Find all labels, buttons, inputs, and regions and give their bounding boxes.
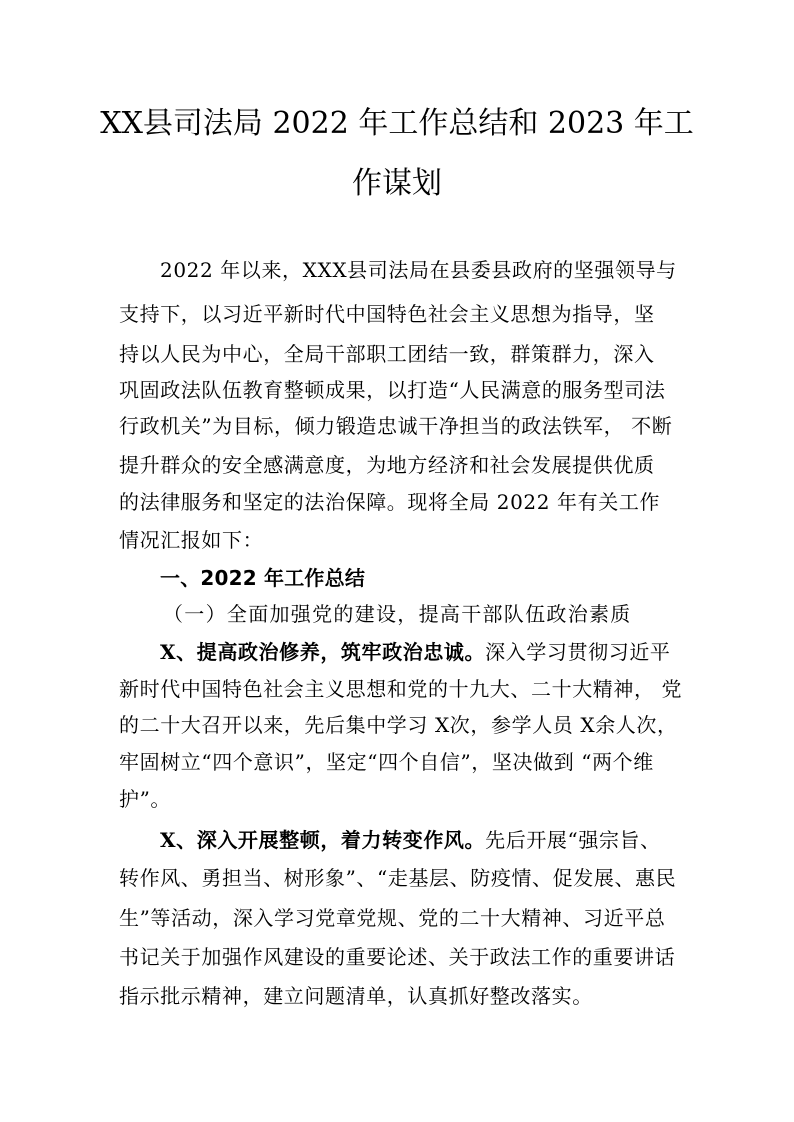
intro-line-2: 支持下，以习近平新时代中国特色社会主义思想为指导，坚 (119, 302, 655, 326)
intro-line-3: 持以人民为中心，全局干部职工团结一致，群策群力，深入 (119, 342, 655, 366)
para1-line-3: 的二十大召开以来，先后集中学习 X次，参学人员 X余人次， (119, 713, 678, 737)
para1-line-4: 牢固树立“四个意识”，坚定“四个自信”，坚决做到 “两个维 (119, 750, 654, 774)
para1-first-rest: 深入学习贯彻习近平 (485, 640, 671, 664)
document-title-line-2: 作谋划 (352, 166, 442, 201)
intro-line-8: 情况汇报如下： (119, 528, 264, 552)
intro-line-6: 提升群众的安全感满意度，为地方经济和社会发展提供优质 (119, 453, 655, 477)
para2-bold-lead: X、深入开展整顿，着力转变作风。 (160, 828, 486, 852)
para1-bold-lead: X、提高政治修养，筑牢政治忠诚。 (160, 640, 486, 664)
section-heading: 一、2022 年工作总结 (160, 566, 366, 590)
intro-line-1: 2022 年以来，XXX县司法局在县委县政府的坚强领导与 (160, 258, 677, 282)
subsection-heading: （一）全面加强党的建设，提高干部队伍政治素质 (163, 602, 632, 626)
para1-line-5: 护”。 (119, 787, 172, 811)
intro-line-5: 行政机关”为目标，倾力锻造忠诚干净担当的政法铁军， 不断 (119, 414, 673, 438)
para2-line-2: 转作风、勇担当、树形象”、“走基层、防疫情、促发展、惠民 (119, 866, 677, 890)
intro-line-7: 的法律服务和坚定的法治保障。现将全局 2022 年有关工作 (119, 490, 661, 514)
document-title-line-1: XX县司法局 2022 年工作总结和 2023 年工 (100, 106, 694, 141)
para2-line-4: 书记关于加强作风建设的重要论述、关于政法工作的重要讲话 (119, 945, 676, 969)
para1-line-2: 新时代中国特色社会主义思想和党的十九大、二十大精神， 党 (119, 677, 683, 701)
para2-line-1 (160, 826, 690, 854)
para1-line-1 (160, 638, 690, 666)
intro-line-4: 巩固政法队伍教育整顿成果，以打造“人民满意的服务型司法 (119, 378, 666, 402)
para2-line-5: 指示批示精神，建立问题清单，认真抓好整改落实。 (119, 984, 593, 1008)
para2-first-rest: 先后开展“强宗旨、 (485, 828, 661, 852)
para2-line-3: 生”等活动，深入学习党章党规、党的二十大精神、习近平总 (119, 906, 666, 930)
